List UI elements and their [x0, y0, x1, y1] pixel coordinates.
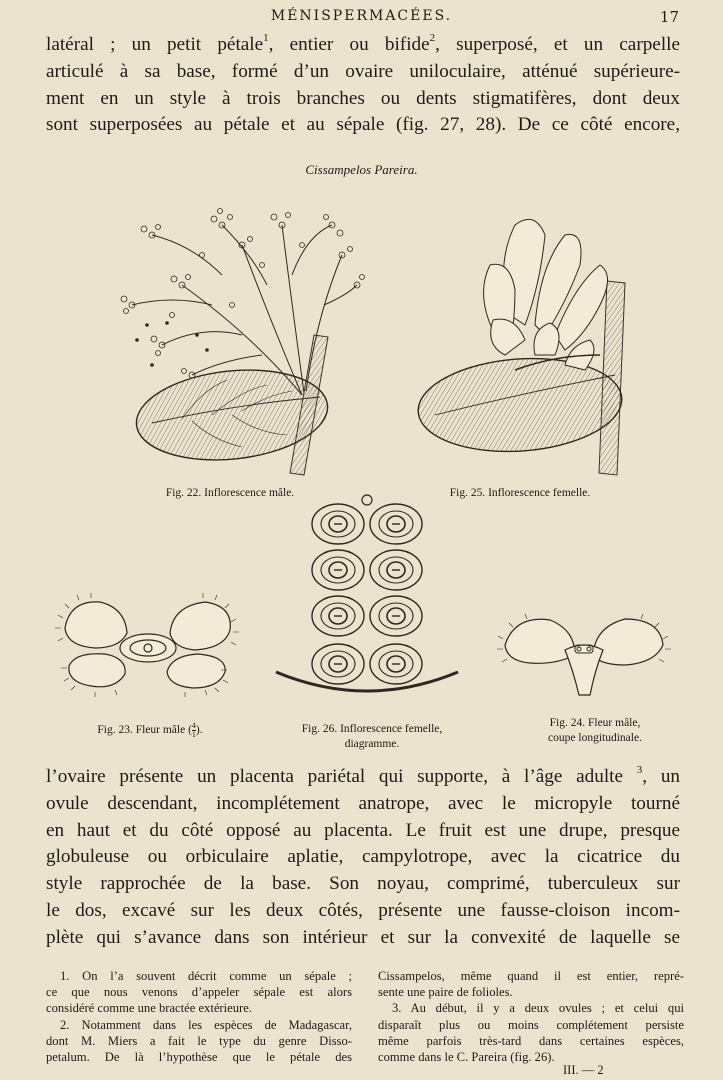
- footnote-line: dont M. Miers a fait le type du genre Disso-: [46, 1033, 352, 1048]
- figure-23: [55, 588, 240, 703]
- section-flower-icon: [495, 605, 673, 705]
- diagram-icon: [272, 492, 462, 702]
- footnote-line: comme dans le C. Pareira (fig. 26).: [378, 1050, 555, 1065]
- footnotes-left-column: [46, 968, 352, 1065]
- footnote-line: disparaît plus ou moins complétement persiste: [378, 1017, 684, 1032]
- signature-mark: III. — 2: [563, 1063, 604, 1077]
- text-line: le dos, excavé sur les deux côtés, présente une fausse-cloison incom-: [46, 899, 680, 921]
- footnote-line: petalum. De là l’hypothèse que le pétale des: [46, 1050, 352, 1065]
- text-line: ment en un style à trois branches ou dents stigmatifères, dont deux: [46, 87, 680, 109]
- footnote-ref[interactable]: 1: [263, 31, 269, 44]
- text-line: sont superposées au pétale et au sépale (fig. 27, 28). De ce côté encore,: [46, 114, 680, 136]
- footnote-line: 1. On l’a souvent décrit comme un sépale ;: [60, 969, 352, 983]
- caption-fig-26: [272, 722, 472, 752]
- caption-fig-22: Fig. 22. Inflorescence mâle.: [165, 487, 295, 499]
- text-line: l’ovaire présente un placenta pariétal qui supporte, à l’âge adulte $^3$, un: [46, 763, 681, 787]
- footnote-line: ce que nous venons d’appeler sépale est alors: [46, 985, 352, 1000]
- caption-fig-25: Fig. 25. Inflorescence femelle.: [449, 487, 591, 499]
- figure-24: [495, 605, 673, 705]
- footnote-line: sente une paire de folioles.: [378, 985, 513, 1000]
- running-head: [0, 8, 723, 30]
- text-line: style rapprochée de la base. Son noyau, comprimé, tuberculeux sur: [46, 873, 680, 895]
- page-number: 17: [659, 8, 679, 26]
- male-inflorescence-icon: [92, 185, 372, 480]
- figure-26: [272, 492, 462, 702]
- caption-fig-26-line-2: diagramme.: [344, 738, 400, 750]
- figure-22: [92, 185, 372, 480]
- footnote-line: 2. Notamment dans les espèces de Madagascar,: [60, 1017, 352, 1032]
- paragraph-top: [46, 32, 680, 139]
- male-flower-icon: [55, 588, 240, 703]
- caption-fig-23: Fig. 23. Fleur mâle ( $\frac{4}{1}$ ).: [97, 721, 203, 739]
- plate-title: Cissampelos Pareira.: [305, 162, 418, 177]
- text-line: plète qui s’avance dans son intérieur et sur la convexité de laquelle se: [46, 926, 680, 948]
- text-line: articulé à sa base, formé d’un ovaire uniloculaire, atténué supérieure-: [46, 60, 680, 82]
- running-title: MÉNISPERMACÉES.: [270, 8, 453, 24]
- text-line: latéral ; un petit pétale$^1$, entier ou bifide$^2$, superposé, et un carpelle: [46, 31, 681, 55]
- fraction-numerator: 4: [191, 721, 196, 730]
- text-line: en haut et du côté opposé au placenta. Le fruit est une drupe, presque: [46, 819, 680, 841]
- footnote-line: même parfois très-tard dans certaines espèces,: [378, 1033, 684, 1048]
- caption-fig-26-line-1: Fig. 26. Inflorescence femelle,: [301, 723, 443, 735]
- paragraph-bottom: [46, 764, 680, 952]
- caption-fig-24-line-1: Fig. 24. Fleur mâle,: [549, 717, 641, 729]
- female-inflorescence-icon: [415, 205, 635, 480]
- text-line: globuleuse ou orbiculaire aplatie, campylotrope, avec la cicatrice du: [46, 846, 680, 868]
- caption-fig-24: [505, 716, 685, 746]
- figure-25: [415, 205, 635, 480]
- fraction-denominator: 1: [191, 730, 196, 739]
- text-line: ovule descendant, incomplétement anatrope, avec le micropyle tourné: [46, 792, 680, 814]
- caption-fig-24-line-2: coupe longitudinale.: [548, 732, 642, 744]
- footnote-line: Cissampelos, même quand il est entier, repré-: [378, 969, 684, 983]
- footnote-line: 3. Au début, il y a deux ovules ; et celui qui: [392, 1001, 684, 1016]
- footnote-ref[interactable]: 3: [636, 763, 643, 776]
- footnote-line: considéré comme une bractée extérieure.: [46, 1001, 252, 1016]
- footnote-ref[interactable]: 2: [429, 31, 436, 44]
- footnotes-right-column: [378, 968, 684, 1065]
